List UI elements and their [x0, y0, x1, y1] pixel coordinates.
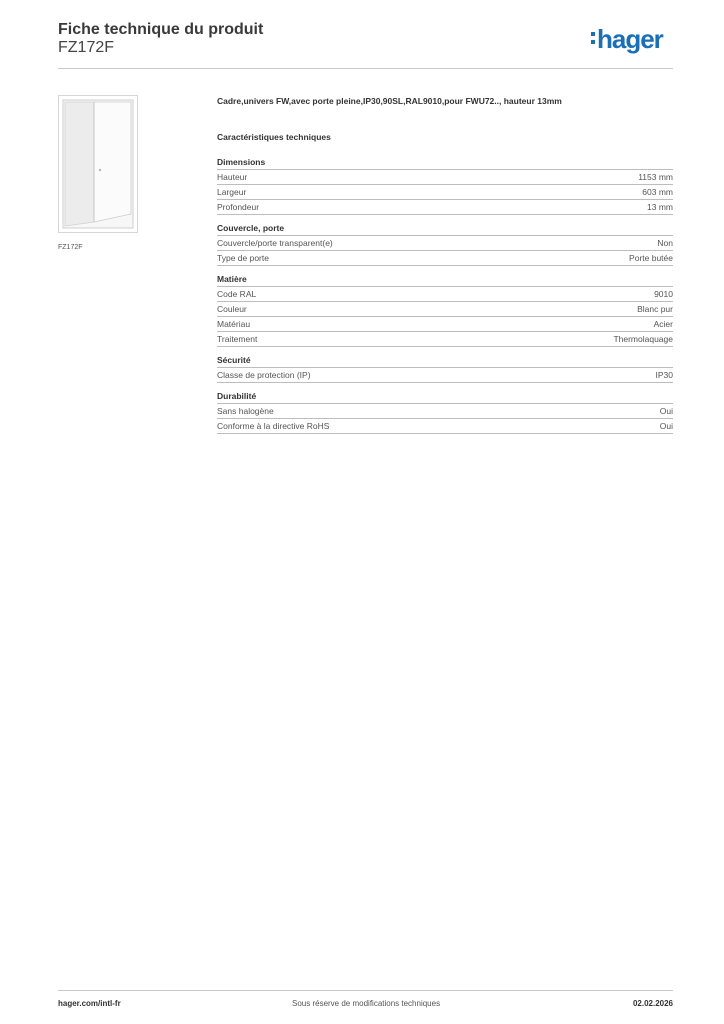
spec-row: [217, 235, 673, 250]
logo-text: hager: [597, 24, 663, 54]
spec-group-title: Sécurité: [217, 355, 251, 365]
spec-value: Oui: [659, 406, 673, 416]
spec-row: [217, 403, 673, 418]
spec-value: 603 mm: [642, 187, 673, 197]
spec-group: [217, 274, 673, 347]
spec-group-title: Dimensions: [217, 157, 266, 167]
spec-row: [217, 331, 673, 347]
footer-website-link[interactable]: hager.com/intl-fr: [58, 999, 121, 1008]
spec-value: Acier: [653, 319, 673, 329]
spec-row: [217, 169, 673, 184]
spec-value: 1153 mm: [638, 172, 673, 182]
header-divider: [58, 68, 673, 69]
spec-group-title: Couvercle, porte: [217, 223, 285, 233]
spec-label: Sans halogène: [217, 406, 274, 416]
spec-value: Porte butée: [629, 253, 673, 263]
spec-group: [217, 223, 673, 266]
product-details: [217, 96, 673, 442]
spec-value: 13 mm: [647, 202, 673, 212]
spec-value: IP30: [655, 370, 673, 380]
spec-label: Traitement: [217, 334, 258, 344]
spec-row: [217, 250, 673, 266]
spec-label: Classe de protection (IP): [217, 370, 311, 380]
spec-value: 9010: [654, 289, 673, 299]
logo-colon-icon: [591, 30, 596, 48]
spec-row: [217, 316, 673, 331]
spec-value: Thermolaquage: [613, 334, 673, 344]
product-image: [58, 95, 138, 233]
spec-label: Hauteur: [217, 172, 248, 182]
spec-label: Couvercle/porte transparent(e): [217, 238, 333, 248]
spec-value: Blanc pur: [637, 304, 673, 314]
spec-label: Couleur: [217, 304, 247, 314]
spec-label: Largeur: [217, 187, 247, 197]
spec-group-title: Matière: [217, 274, 247, 284]
hager-logo: [591, 24, 663, 54]
spec-label: Code RAL: [217, 289, 257, 299]
spec-value: Oui: [659, 421, 673, 431]
product-reference: FZ172F: [58, 39, 115, 56]
footer-date: 02.02.2026: [632, 999, 673, 1008]
spec-row: [217, 184, 673, 199]
spec-group: [217, 391, 673, 434]
spec-row: [217, 301, 673, 316]
spec-label: Conforme à la directive RoHS: [217, 421, 330, 431]
spec-groups: [217, 157, 673, 434]
spec-row: [217, 418, 673, 434]
spec-group: [217, 157, 673, 215]
spec-row: [217, 367, 673, 383]
spec-label: Matériau: [217, 319, 251, 329]
spec-group-title: Durabilité: [217, 391, 257, 401]
page-title: Fiche technique du produit: [58, 21, 264, 38]
product-description: Cadre,univers FW,avec porte pleine,IP30,90SL,RAL9010,pour FWU72.., hauteur 13mm: [217, 96, 562, 106]
footer-notice: Sous réserve de modifications techniques: [292, 999, 441, 1008]
spec-group: [217, 355, 673, 383]
product-image-caption: FZ172F: [58, 244, 83, 251]
spec-label: Type de porte: [217, 253, 269, 263]
spec-value: Non: [657, 238, 673, 248]
spec-label: Profondeur: [217, 202, 260, 212]
spec-row: [217, 199, 673, 215]
enclosure-door-icon: [59, 96, 137, 232]
spec-row: [217, 286, 673, 301]
footer-divider: [58, 990, 673, 991]
specs-heading: Caractéristiques techniques: [217, 132, 331, 142]
